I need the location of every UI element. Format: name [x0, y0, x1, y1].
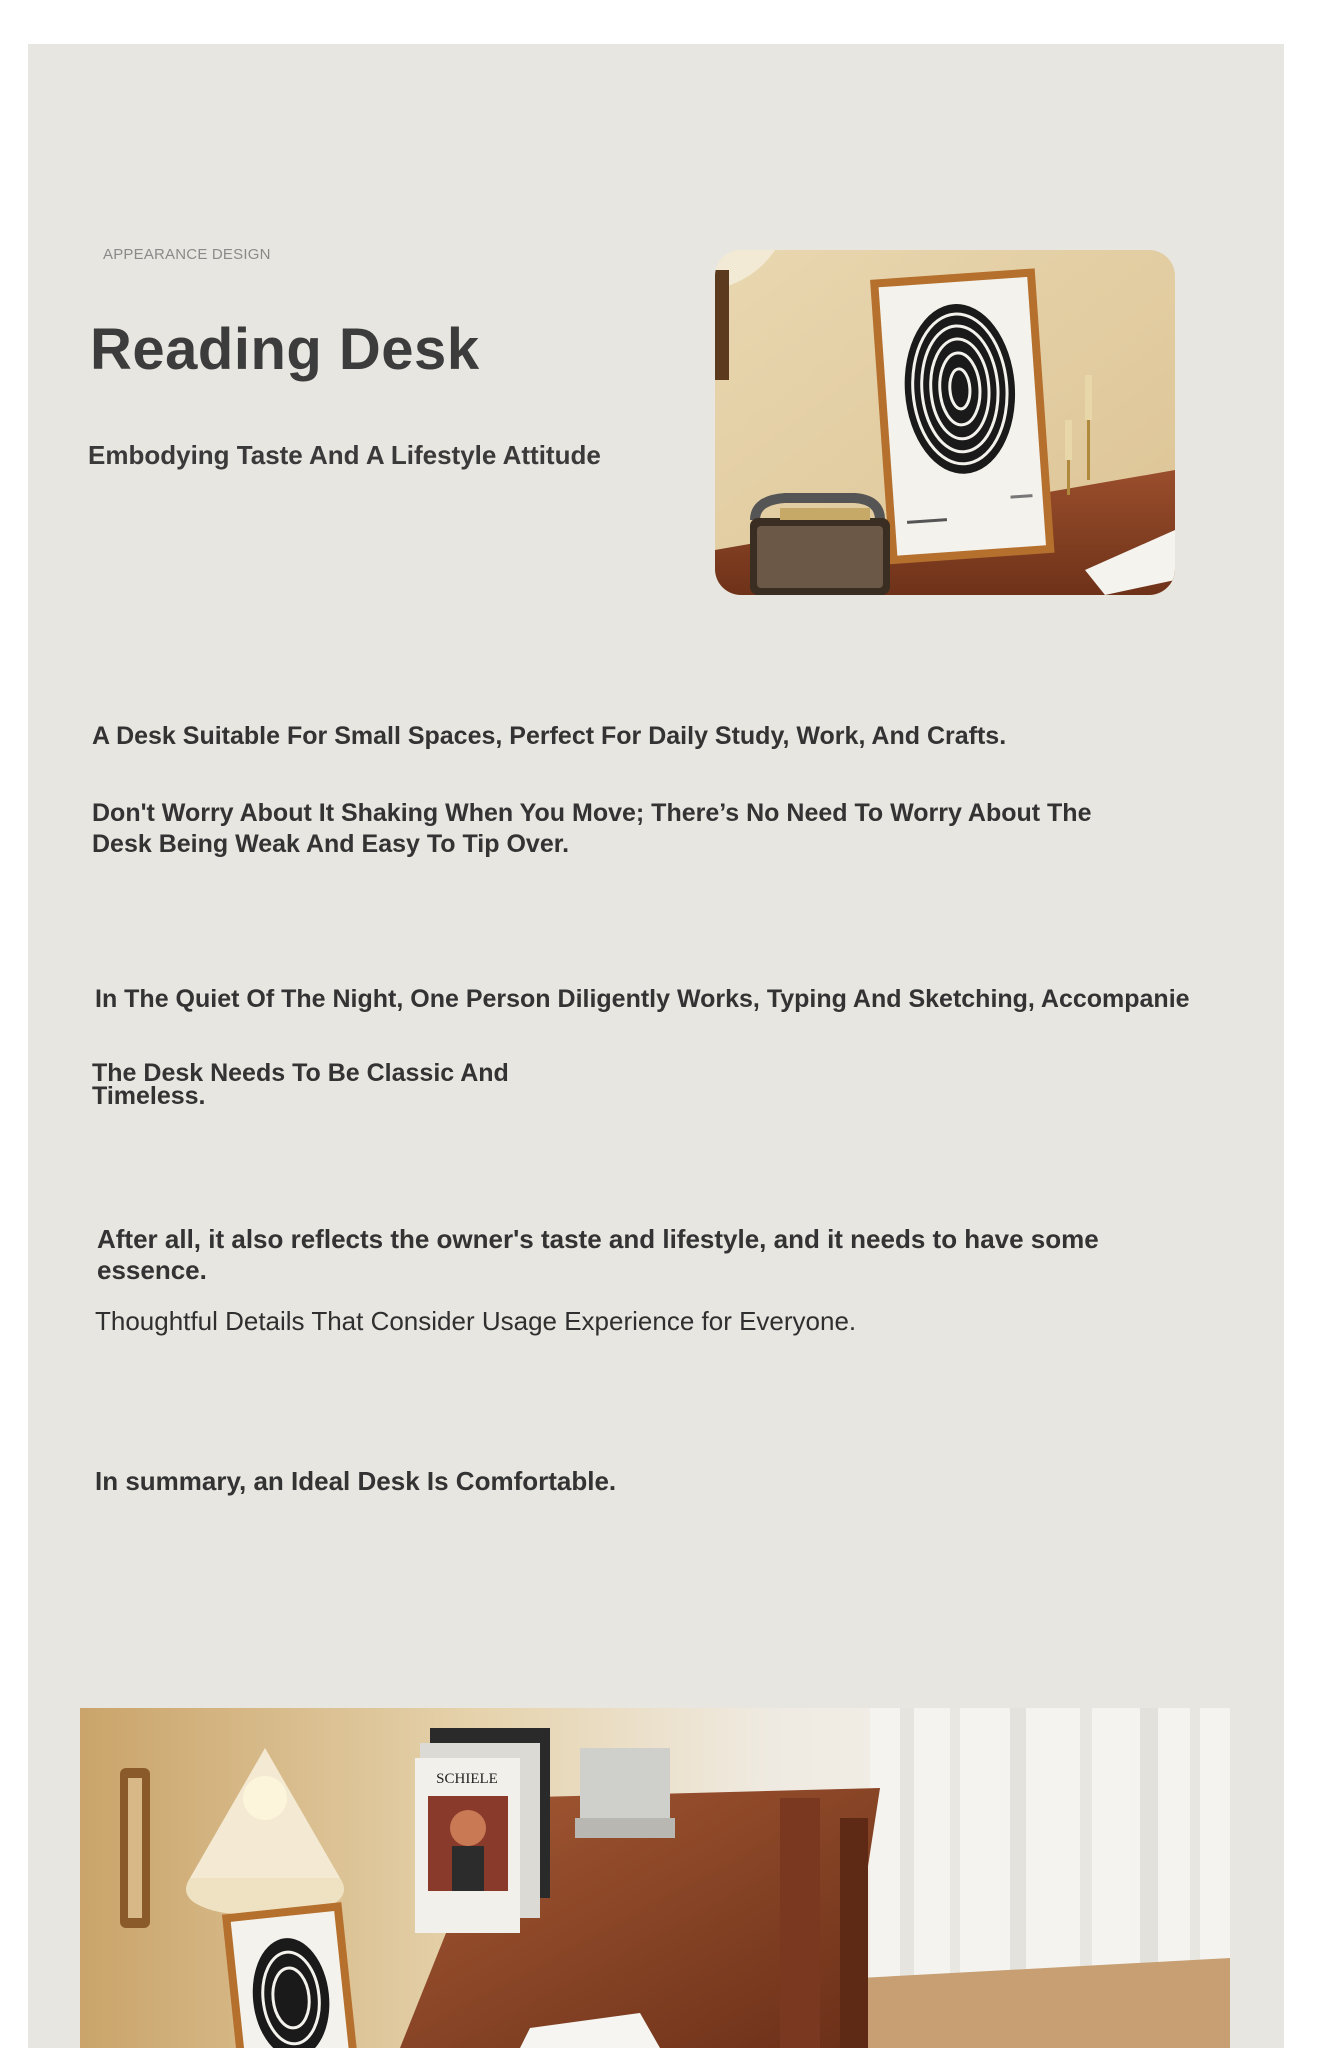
section-label: APPEARANCE DESIGN: [103, 246, 271, 263]
product-photo-top: [715, 250, 1175, 595]
paragraph-taste: After all, it also reflects the owner's taste and lifestyle, and it needs to have some essence.: [97, 1224, 1099, 1285]
paragraph-summary: In summary, an Ideal Desk Is Comfortable.: [95, 1466, 617, 1496]
page-title: Reading Desk: [90, 317, 480, 382]
paragraph-quiet-night: In The Quiet Of The Night, One Person Diligently Works, Typing And Sketching, Accompanie: [95, 985, 1190, 1013]
product-photo-bottom: [80, 1708, 1230, 2048]
paragraph-classic: The Desk Needs To Be Classic And Timeless.: [92, 1059, 509, 1110]
paragraph-stability: Don't Worry About It Shaking When You Move; There’s No Need To Worry About The Desk Being Weak And Easy To Tip Over.: [92, 799, 1092, 858]
picture-frame: [870, 268, 1054, 564]
book-title: SCHIELE: [436, 1771, 498, 1787]
paragraph-small-spaces: A Desk Suitable For Small Spaces, Perfect For Daily Study, Work, And Crafts.: [92, 722, 1007, 750]
picture-frame: [222, 1902, 358, 2048]
page-subtitle: Embodying Taste And A Lifestyle Attitude: [88, 440, 601, 470]
paragraph-thoughtful-details: Thoughtful Details That Consider Usage Experience for Everyone.: [95, 1306, 857, 1336]
